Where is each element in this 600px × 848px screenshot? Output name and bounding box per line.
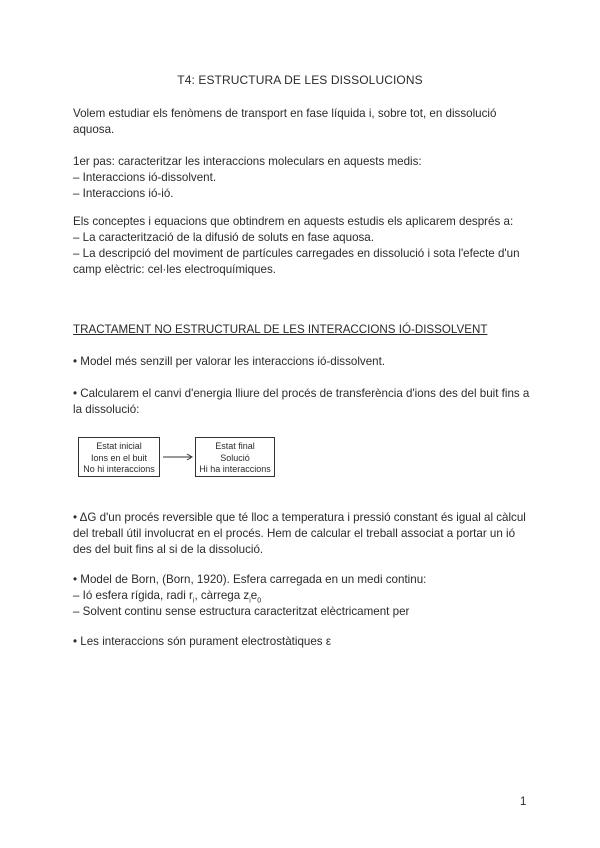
electrostatic-block — [73, 634, 533, 650]
electrostatic-bullet: • Les interaccions són purament electrostàtiques ε — [73, 635, 331, 648]
charge-subscript: i — [249, 597, 251, 605]
initial-state-title: Estat inicial — [96, 441, 142, 451]
final-state-line: Hi ha interaccions — [199, 464, 271, 474]
delta-g-block — [73, 510, 533, 558]
charge-e: e — [250, 589, 258, 602]
intro-paragraph — [73, 106, 533, 138]
charge-e-subscript: 0 — [257, 597, 262, 605]
radius-subscript: i — [192, 597, 195, 605]
section-heading: TRACTAMENT NO ESTRUCTURAL DE LES INTERACCIONS IÓ-DISSOLVENT — [73, 323, 488, 336]
born-model-block — [73, 572, 533, 620]
final-state-line: Solució — [220, 452, 250, 463]
initial-state-box — [78, 437, 160, 477]
list-item: – Interaccions ió-ió. — [73, 187, 174, 200]
initial-state-line: Ions en el buit — [90, 452, 148, 463]
energy-bullet-block — [73, 386, 533, 418]
energy-bullet: • Calcularem el canvi d'energia lliure del procés de transferència d'ions des del buit fins a la dissolució: — [73, 387, 530, 416]
first-step-block — [73, 154, 533, 202]
born-lead: • Model de Born, (Born, 1920). Esfera carregada en un medi continu: — [73, 573, 427, 586]
final-state-title: Estat final — [215, 441, 255, 451]
model-bullet: • Model més senzill per valorar les interaccions ió-dissolvent. — [73, 355, 386, 368]
section-heading-block — [73, 322, 533, 338]
final-state-box — [195, 437, 275, 477]
born-ion-line — [73, 588, 533, 604]
page-title: T4: ESTRUCTURA DE LES DISSOLUCIONS — [177, 73, 423, 87]
transfer-diagram — [78, 437, 278, 479]
born-ion-charge: , càrrega z — [194, 589, 250, 602]
born-ion-prefix: – Ió esfera rígida, radi r — [73, 589, 193, 602]
page-number: 1 — [520, 796, 527, 808]
applications-lead: Els conceptes i equacions que obtindrem en aquests estudis els aplicarem després a: — [73, 215, 514, 228]
initial-state-line: No hi interaccions — [83, 464, 155, 474]
list-item: – La caracterització de la difusió de soluts en fase aquosa. — [73, 231, 374, 244]
right-arrow-icon — [162, 451, 194, 463]
list-item: – La descripció del moviment de partícules carregades en dissolució i sota l'efecte d'un camp elèctric: cel·les electroquímiques. — [73, 247, 520, 276]
applications-block — [73, 214, 533, 278]
intro-text: Volem estudiar els fenòmens de transport en fase líquida i, sobre tot, en dissolució aquosa. — [73, 107, 497, 136]
list-item: – Interaccions ió-dissolvent. — [73, 171, 217, 184]
first-step-lead: 1er pas: caracteritzar les interaccions moleculars en aquests medis: — [73, 155, 422, 168]
delta-g-bullet: • ΔG d'un procés reversible que té lloc a temperatura i pressió constant és igual al càlcul del treball útil involucrat en el procés. Hem de calcular el treball associat a portar un ió des del buit fins al si de la dissolució. — [73, 511, 526, 556]
model-bullet-block — [73, 354, 533, 370]
born-solvent-line: – Solvent continu sense estructura caracteritzat elèctricament per — [73, 605, 410, 618]
